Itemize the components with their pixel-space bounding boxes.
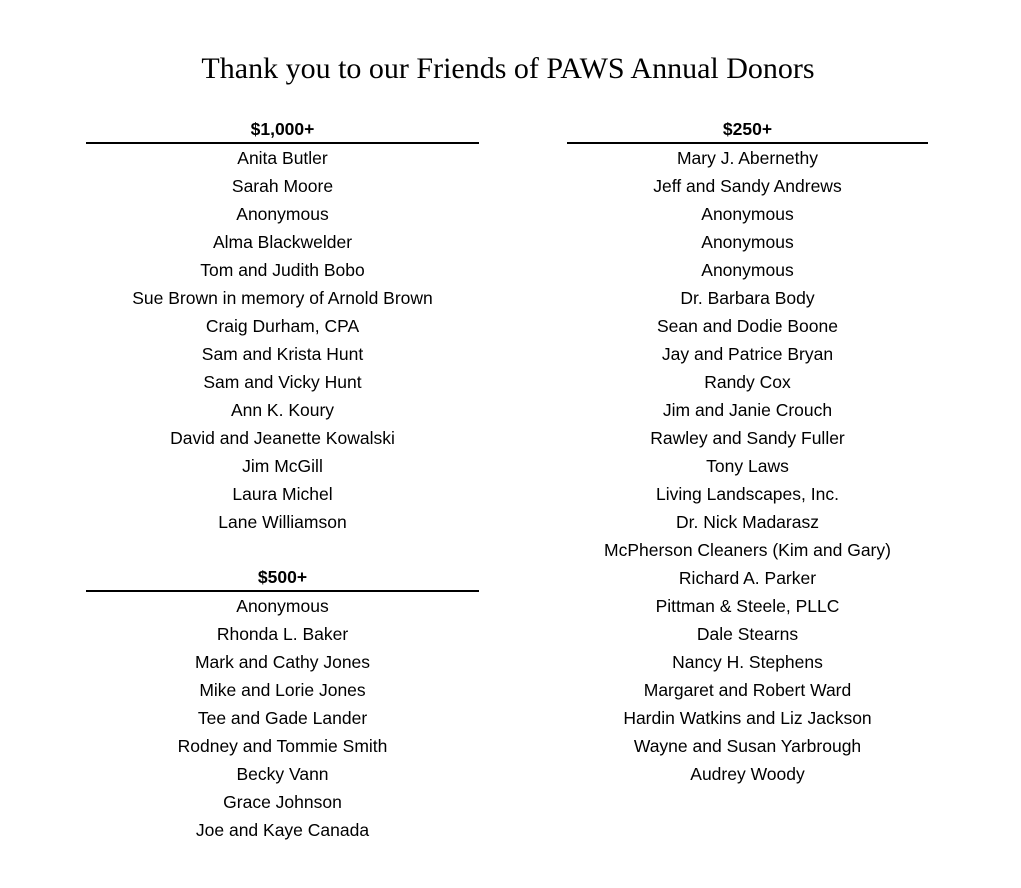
tier-heading: $1,000+ [86, 116, 479, 144]
donor-name: Anonymous [236, 204, 329, 224]
tier-1000-section [86, 116, 479, 536]
donor-name: Tee and Gade Lander [197, 708, 368, 728]
donor-name: Sam and Krista Hunt [201, 344, 364, 364]
donor-name: Richard A. Parker [678, 568, 817, 588]
donor-name: Mike and Lorie Jones [199, 680, 366, 700]
donor-name: Jeff and Sandy Andrews [653, 176, 842, 196]
donor-name: Joe and Kaye Canada [195, 820, 370, 840]
donor-name: Jim McGill [242, 456, 323, 476]
donor-name: Craig Durham, CPA [205, 316, 360, 336]
tier-heading: $500+ [86, 564, 479, 592]
donor-name: Rhonda L. Baker [216, 624, 349, 644]
donor-name: Tony Laws [706, 456, 789, 476]
donor-name: Sarah Moore [231, 176, 334, 196]
donor-name: Rawley and Sandy Fuller [650, 428, 845, 448]
donor-name: Mark and Cathy Jones [194, 652, 371, 672]
donor-name: Ann K. Koury [230, 400, 335, 420]
donor-name: Laura Michel [232, 484, 333, 504]
donor-name: Grace Johnson [223, 792, 342, 812]
donor-name: Wayne and Susan Yarbrough [633, 736, 862, 756]
donor-name: Jim and Janie Crouch [662, 400, 833, 420]
donor-name: Lane Williamson [218, 512, 347, 532]
donor-name: Jay and Patrice Bryan [661, 344, 834, 364]
donor-name: Anonymous [236, 596, 329, 616]
donor-name: Living Landscapes, Inc. [656, 484, 839, 504]
donor-name: Audrey Woody [690, 764, 805, 784]
donor-name: Becky Vann [236, 764, 329, 784]
donor-name: Anita Butler [237, 148, 328, 168]
donor-name: Mary J. Abernethy [676, 148, 819, 168]
donor-name: Anonymous [701, 204, 794, 224]
donor-name: Dale Stearns [696, 624, 799, 644]
donor-name: Alma Blackwelder [212, 232, 353, 252]
donor-name: Nancy H. Stephens [672, 652, 823, 672]
donor-list [86, 144, 479, 536]
donor-name: Margaret and Robert Ward [643, 680, 852, 700]
donor-name: Dr. Nick Madarasz [676, 512, 819, 532]
donor-list [567, 144, 928, 788]
donor-name: Hardin Watkins and Liz Jackson [623, 708, 872, 728]
donor-name: Pittman & Steele, PLLC [655, 596, 840, 616]
tier-250-section [567, 116, 928, 788]
tier-heading: $250+ [567, 116, 928, 144]
donor-name: Dr. Barbara Body [680, 288, 815, 308]
page-title: Thank you to our Friends of PAWS Annual Donors [201, 52, 815, 85]
donor-name: Anonymous [701, 232, 794, 252]
donor-name: Sam and Vicky Hunt [203, 372, 362, 392]
donor-name: Rodney and Tommie Smith [177, 736, 388, 756]
donor-name: Tom and Judith Bobo [200, 260, 365, 280]
donor-name: McPherson Cleaners (Kim and Gary) [604, 540, 891, 560]
tier-500-section [86, 564, 479, 844]
donor-name: David and Jeanette Kowalski [170, 428, 395, 448]
donor-name: Sean and Dodie Boone [657, 316, 838, 336]
donor-name: Anonymous [701, 260, 794, 280]
donor-name: Randy Cox [704, 372, 791, 392]
donor-name: Sue Brown in memory of Arnold Brown [132, 288, 433, 308]
donor-list [86, 592, 479, 844]
